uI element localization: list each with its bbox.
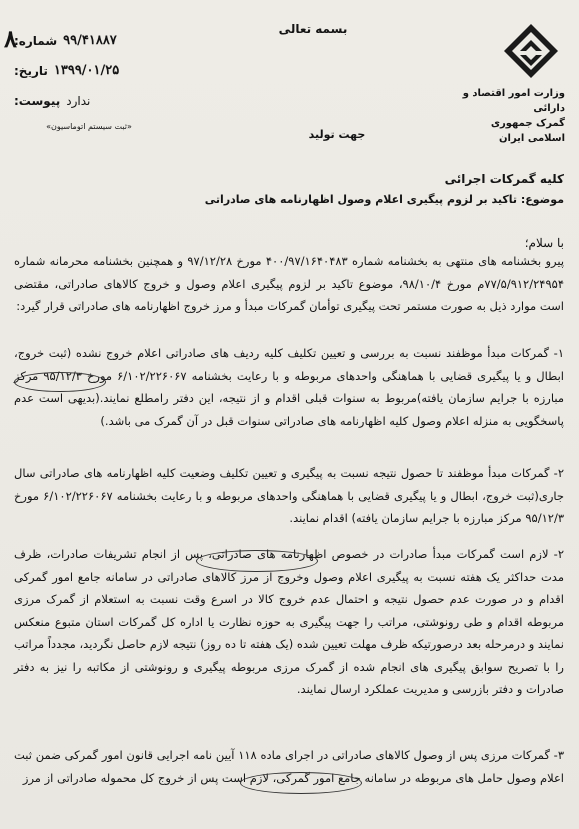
handwritten-ellipse [14, 372, 106, 392]
attachment-row [14, 86, 164, 116]
greeting: با سلام؛ [524, 236, 564, 250]
number-label: شماره: [14, 34, 58, 48]
paragraph-item-2: ۲- گمرکات مبدأ موظفند تا حصول نتیجه نسبت به پیگیری و تعیین تکلیف وضعیت کلیه اظهارنامه های صادراتی سال جاری(ثبت خروج، ابطال و یا پیگیری قضایی با هماهنگی واحدهای مربوطه و با رعایت بخشنامه ۶/۱۰۲/۲۲۶۰۶۷ مورخ ۹۵/۱۲/۳ مرکز مبارزه با جرایم سازمان یافته) اقدام نمایند. [14, 466, 565, 525]
customs-logo-icon [502, 22, 560, 80]
letter-meta [14, 26, 164, 116]
date-label: تاریخ: [14, 64, 48, 78]
handwritten-ellipse [196, 550, 318, 572]
date-value: ۱۳۹۹/۰۱/۲۵ [53, 63, 120, 78]
ministry-line-2: گمرک جمهوری اسلامی ایران [490, 118, 565, 144]
paragraph-intro: پیرو بخشنامه های منتهی به بخشنامه شماره ۴۰۰/۹۷/۱۶۴۰۴۸۳ مورخ ۹۷/۱۲/۲۸ و همچنین بخشنامه محرمانه شماره ۷۷/۵/۹۱۲/۲۴۹۵۴م مورخ ۹۸/۱۰/۴، موضوع تاکید بر لزوم پیگیری اعلام وصول و خروج کالاهای صادراتی، مقتضی است موارد ذیل به صورت مستمر تحت پیگیری توأمان گمرکات مبدأ و مرز خروج اظهارنامه های صادراتی قرار گیرد: [14, 254, 565, 313]
margin-mark: ۸ [4, 24, 17, 53]
basmala: بسمه تعالی [278, 22, 348, 36]
paragraph-item-1: ۱- گمرکات مبدأ موظفند نسبت به بررسی و تعیین تکلیف کلیه ردیف های صادراتی اعلام خروج نشده (ثبت خروج، ابطال و یا پیگیری قضایی با هماهنگی واحدهای مربوطه و با رعایت بخشنامه ۶/۱۰۲/۲۲۶۰۶۷ مورخ ۹۵/۱۲/۳ مرکز مبارزه با جرایم سازمان یافته)مربوط به سنوات قبلی اقدام و از نتیجه، این دفتر رامطلع نمایند.(بدیهی است عدم پاسخگویی به منزله اعلام وصول کلیه اظهارنامه های صادراتی سنوات قبل در آن گمرک می باشد.) [14, 346, 564, 428]
subject-line: موضوع: تاکید بر لزوم پیگیری اعلام وصول اظهارنامه های صادراتی [204, 193, 564, 206]
ministry-name [455, 86, 565, 146]
date-row [14, 56, 164, 86]
addressee: کلیه گمرکات اجرائی [444, 172, 564, 186]
attachment-label: پیوست: [14, 94, 61, 108]
number-row [14, 26, 164, 56]
number-value: ۹۹/۴۱۸۸۷ [63, 33, 117, 48]
paragraph-item-2b: ۲- لازم است گمرکات مبدأ صادرات در خصوص اظهارنامه های صادراتی، پس از انجام تشریفات صادرات، ظرف مدت حداکثر یک هفته نسبت به پیگیری اعلام وصول وخروج از مرز کالاهای صادراتی در سامانه جامع امور گمرکی اقدام و در صورت عدم حصول نتیجه و احتمال عدم خروج کالا در اسرع وقت نسبت به استعلام از گمرک مرزی مربوطه اقدام و طی رونوشتی، مراتب را جهت پیگیری به حوزه نظارت یا اداره کل گمرکات استان متبوع منعکس نمایند و درمرحله بعد درصورتیکه ظرف مهلت تعیین شده (یک هفته تا ده روز) نتیجه لازم حاصل نگردید، مجدداً مراتب را با تصریح سوابق پیگیری های انجام شده از گمرک مرزی مربوطه پیگیری و رونوشتی از مکاتبه را نیز به دفتر صادرات و دفتر بازرسی و مدیریت عملکرد ارسال نمایند. [14, 547, 564, 696]
ministry-line-1: وزارت امور اقتصاد و دارائی [462, 88, 565, 114]
for-info-note: جهت تولید [308, 128, 366, 141]
attachment-value: ندارد [66, 94, 91, 108]
system-stamp: «ثبت سیستم اتوماسیون» [46, 122, 132, 131]
paragraph-item-3: ۳- گمرکات مرزی پس از وصول کالاهای صادراتی در اجرای ماده ۱۱۸ آیین نامه اجرایی قانون امور گمرکی ضمن ثبت اعلام وصول حامل های مربوطه در سامانه جامع امور گمرکی، لازم است پس از خروج کل محموله صادراتی از مرز [14, 748, 564, 785]
handwritten-ellipse [240, 772, 362, 794]
